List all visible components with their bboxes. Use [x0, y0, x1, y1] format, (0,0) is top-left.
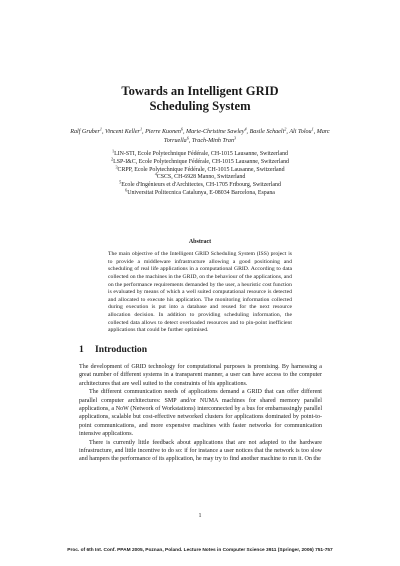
affiliation-mark: 3	[115, 164, 118, 170]
paper-title	[0, 84, 400, 113]
author-affil-mark: 1	[99, 126, 102, 132]
affiliation-text: LSP-I&C, Ecole Polytechnique Fédérale, CH-1015 Lausanne, Switzerland	[113, 158, 289, 165]
author-name: Marc Torruella	[163, 129, 330, 144]
author-affil-mark: 6	[180, 126, 183, 132]
body-paragraph: The different communication needs of applications demand a GRID that can offer different parallel computer architectures: SMP and/or NUMA machines for shared memory parallel applications, a NoW (Network of Workstations) interconnected by a bus for embarrassingly parallel applications, scalable but cost-effective networked clusters for applications dominated by point-to-point communications, and more expensive machines with faster networks for communication intensive applications.	[79, 389, 322, 437]
author-name: Basile Schaeli	[249, 129, 285, 135]
body-paragraph: There is currently little feedback about applications that are not adapted to the hardware infrastructure, and little incentive to do so: if for instance a user notices that the network is too slow and hampers the performance of its application, he may try to find another machine to run it. On the	[79, 439, 322, 463]
author-name: Pierre Kuonen	[145, 129, 181, 135]
affiliation-mark: 1	[112, 148, 115, 154]
affiliation-item	[20, 148, 380, 159]
affiliation-mark: 5	[119, 179, 122, 185]
affiliation-item	[20, 179, 380, 190]
affiliation-mark: 6	[125, 187, 128, 193]
title-line-2: Scheduling System	[149, 98, 251, 113]
affiliation-mark: 4	[154, 172, 157, 178]
author-name: Ali Tolou	[289, 129, 312, 135]
affiliation-text: Universitat Politecnica Catalunya, E-08034 Barcelona, Espana	[127, 189, 275, 196]
author-name: Trach-Minh Tran	[191, 138, 234, 144]
affiliation-mark: 2	[111, 156, 114, 162]
title-line-1: Towards an Intelligent GRID	[121, 84, 279, 98]
affiliation-text: CSCS, CH-6928 Manno, Switzerland	[156, 174, 246, 181]
abstract-text: The main objective of the Intelligent GRID Scheduling System (ISS) project is to provide a middleware infrastructure allowing a good positioning and scheduling of real life applications in a computational GRID. According to data collected on the machines in the GRID, on the behaviour of the applications, and on the performance requirements demanded by the user, a heuristic cost function is evaluated by means of which a well suited computational resource is detected and allocated to execute his application. The monitoring information collected during execution is put into a database and reused for the next resource allocation decision. In addition to providing scheduling information, the collected data allows to detect overloaded resources and to pin-point inefficient applications that could be further optimised.	[108, 251, 292, 334]
author-name: Marie-Christine Sawley	[186, 129, 245, 135]
author-name: Ralf Gruber	[70, 129, 100, 135]
affiliation-item	[20, 187, 380, 198]
author-affil-mark: 2	[284, 126, 287, 132]
author-affil-mark: 1	[311, 126, 314, 132]
author-affil-mark: 1	[139, 126, 143, 132]
page-number: 1	[198, 513, 202, 519]
affiliation-list	[20, 148, 380, 198]
abstract-heading: Abstract	[188, 239, 212, 245]
affiliation-text: CRPP, Ecole Polytechnique Fédérale, CH-1015 Lausanne, Switzerland	[117, 166, 285, 173]
author-affil-mark: 4	[244, 126, 247, 132]
author-list: Ralf Gruber$^1$, Vincent Keller$^1$, Pierre Kuonen$^6$, Marie-Christine Sawley$^4$, Basile Schaeli$^2$, Ali Tolou$^1$, Marc Torruella$^6$, Trach-Minh Tran$^3$	[70, 126, 330, 144]
body-paragraph: The development of GRID technology for computational purposes is promising. By harnessing a great number of different systems in a transparent manner, a user can have access to the computer architectures that are well suited to the constraints of his applications.	[79, 364, 322, 387]
section-number: 1	[79, 344, 84, 355]
section-heading	[79, 344, 147, 355]
author-affil-mark: 3	[234, 135, 237, 141]
section-title: Introduction	[95, 344, 148, 355]
citation-footer: Proc. of 6th Int. Conf. PPAM 2005, Poznan, Poland. Lecture Notes in Computer Science 3911 (Springer, 2006) 751-757	[67, 548, 333, 553]
section-body	[79, 363, 322, 464]
author-name: Vincent Keller	[105, 129, 140, 135]
affiliation-text: Ecole d'Ingénieurs et d'Architectes, CH-1705 Fribourg, Switzerland	[121, 182, 281, 189]
author-affil-mark: 6	[186, 135, 189, 141]
affiliation-text: LIN-STI, Ecole Polytechnique Fédérale, CH-1015 Lausanne, Switzerland	[114, 151, 288, 157]
